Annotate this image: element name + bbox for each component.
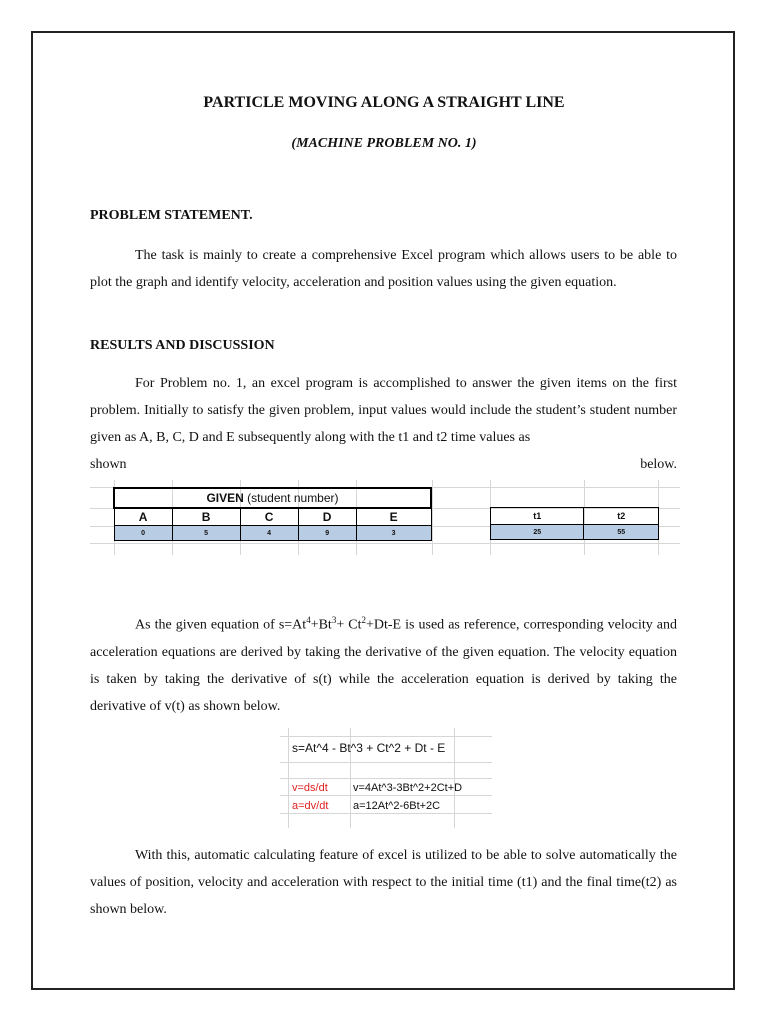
time-value-t2: 55 bbox=[584, 525, 659, 540]
given-table bbox=[113, 487, 432, 541]
equation-paragraph: As the given equation of $s=At^4+Bt^3+ Ct^2+Dt-E$ is used as reference, corresponding velocity and acceleration equations are derived by taking the derivative of the given equation. The velocity equation is taken by taking the derivative of s(t) while the acceleration equation is derived by taking the derivative of v(t) as shown below. bbox=[90, 615, 677, 714]
time-value-t1: 25 bbox=[491, 525, 584, 540]
page-title: PARTICLE MOVING ALONG A STRAIGHT LINE bbox=[203, 94, 565, 111]
given-header-d: D bbox=[298, 508, 356, 526]
given-caption: GIVEN (student number) bbox=[114, 488, 431, 508]
given-header-a: A bbox=[114, 508, 172, 526]
given-header-c: C bbox=[240, 508, 298, 526]
given-header-b: B bbox=[172, 508, 240, 526]
given-value-b: 5 bbox=[172, 526, 240, 541]
velocity-equation: v=4At^3-3Bt^2+2Ct+D bbox=[353, 782, 463, 794]
time-header-t1: t1 bbox=[491, 508, 584, 525]
problem-heading: PROBLEM STATEMENT. bbox=[90, 208, 253, 223]
given-value-c: 4 bbox=[240, 526, 298, 541]
conclusion-paragraph: With this, automatic calculating feature of excel is utilized to be able to solve automatically the values of position, velocity and acceleration with respect to the initial time (t1) and the final time(t2) as shown below. bbox=[90, 848, 677, 917]
results-paragraph: For Problem no. 1, an excel program is accomplished to answer the given items on the first problem. Initially to satisfy the given problem, input values would include the student’s student number given as A, B, C, D and E subsequently along with the t1 and t2 time values as shown below. bbox=[90, 376, 677, 472]
given-value-d: 9 bbox=[298, 526, 356, 541]
time-header-t2: t2 bbox=[584, 508, 659, 525]
given-header-e: E bbox=[356, 508, 431, 526]
velocity-label: v=ds/dt bbox=[292, 782, 328, 794]
acceleration-label: a=dv/dt bbox=[292, 800, 329, 812]
time-table bbox=[490, 507, 659, 540]
page-subtitle: (MACHINE PROBLEM NO. 1) bbox=[291, 136, 477, 151]
given-value-e: 3 bbox=[356, 526, 431, 541]
problem-paragraph: The task is mainly to create a comprehensive Excel program which allows users to be able to plot the graph and identify velocity, acceleration and position values using the given equation. bbox=[90, 248, 677, 290]
position-equation: s=At^4 - Bt^3 + Ct^2 + Dt - E bbox=[292, 741, 446, 755]
results-heading: RESULTS AND DISCUSSION bbox=[90, 338, 275, 353]
acceleration-equation: a=12At^2-6Bt+2C bbox=[353, 800, 441, 812]
given-value-a: 0 bbox=[114, 526, 172, 541]
